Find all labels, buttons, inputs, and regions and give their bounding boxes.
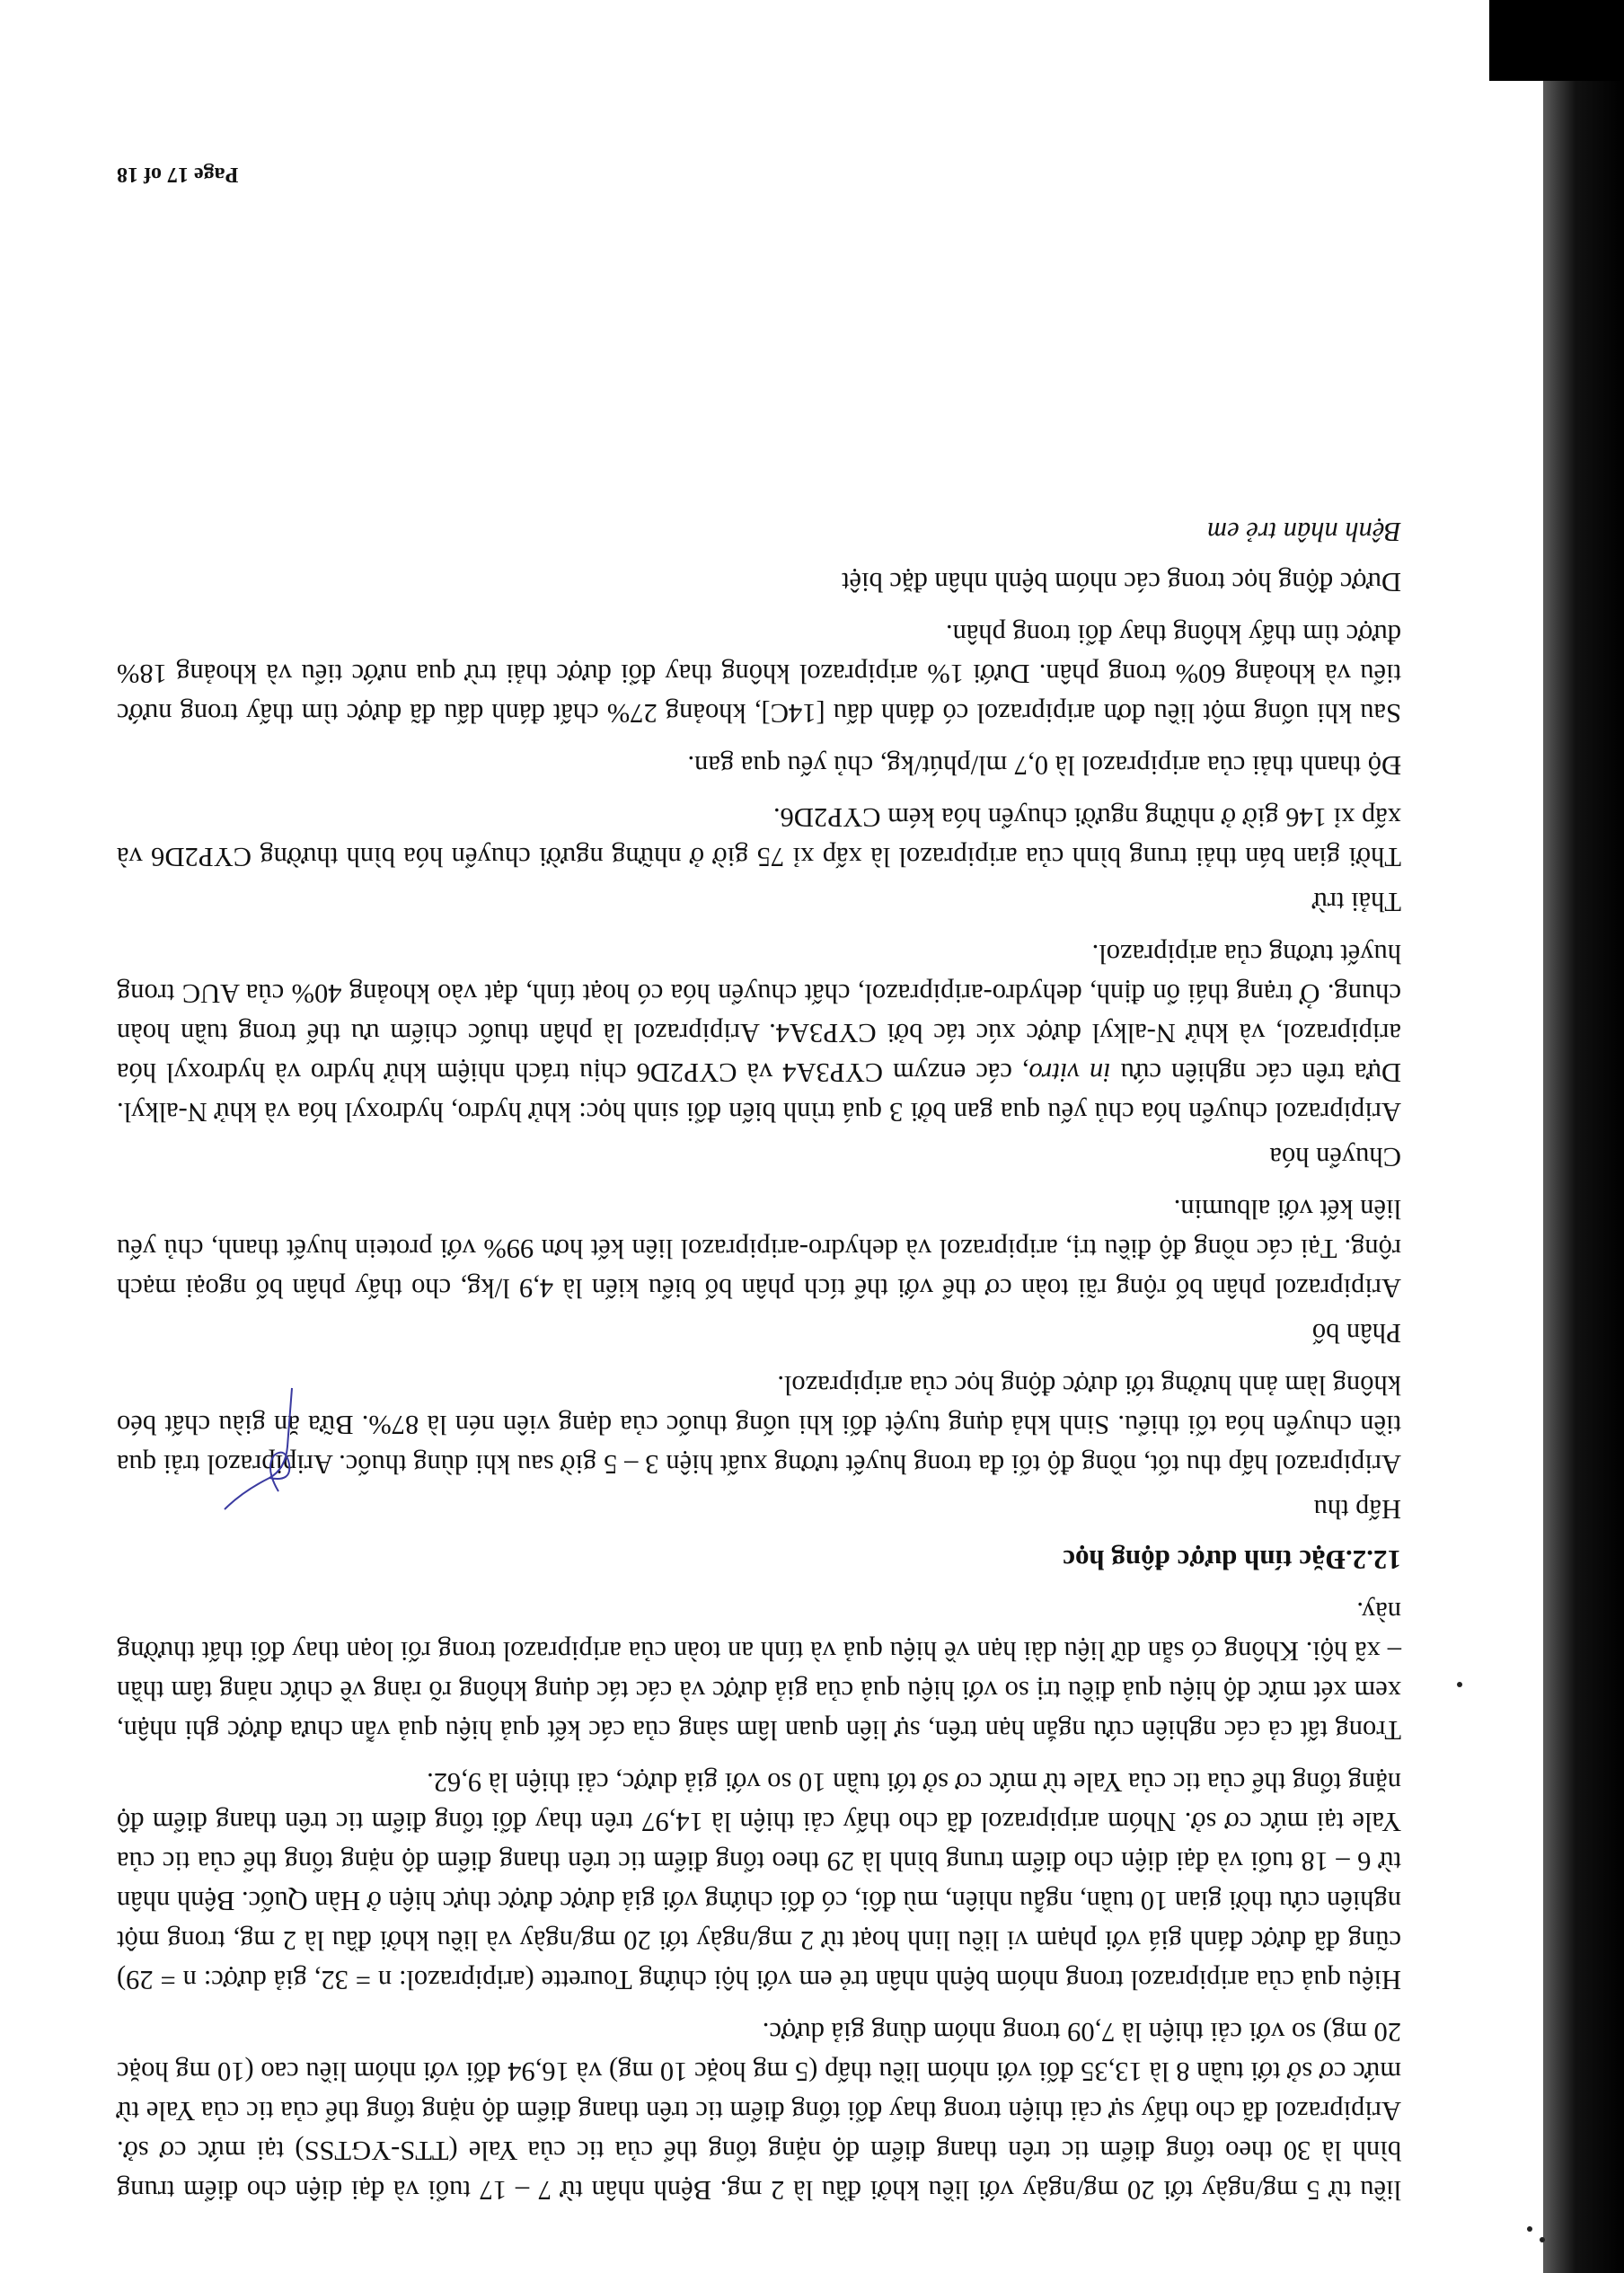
page-label: Page bbox=[194, 163, 239, 186]
paragraph-tic-study-2: Hiệu quả của aripiprazol trong nhóm bệnh nhân trẻ em với hội chứng Tourette (aripiprazol: n = 32, giả dược: n = 29) cũng đã được đánh giá với phạm vi liều linh hoạt từ 2 mg/ngày tới 20 mg/ngày và liều khởi đầu là 2 mg, trong một nghiên cứu thời gian 10 tuần, ngẫu nhiên, mù đôi, có đối chứng với giả dược được thực hiện ở Hàn Quốc. Bệnh nhân từ 6 – 18 tuổi và đại diện cho điểm trung bình là 29 theo tổng điểm tic trên thang điểm độ nặng tổng thể của tic của Yale tại mức cơ sở. Nhóm aripiprazol đã cho thấy cải thiện là 14,97 trên thay đổi tổng điểm tic trên thang điểm độ nặng tổng thể của tic của Yale từ mức cơ sở tới tuần 10 so với giả dược, cải thiện là 9,62. bbox=[117, 1767, 1401, 1995]
subheading-special-groups: Dược động học trong các nhóm bệnh nhân đặc biệt bbox=[842, 567, 1401, 597]
paragraph-elimination-excretion: Sau khi uống một liều đơn aripiprazol có đánh dấu [14C], khoảng 27% chất đánh dấu đã được tìm thấy trong nước tiểu và khoảng 60% trong phân. Dưới 1% aripiprazol không thay đổi được thải trừ qua nước tiểu và khoảng 18% được tìm thấy không thay đổi trong phân. bbox=[117, 619, 1401, 729]
of-label: of bbox=[144, 163, 162, 186]
paragraph-elimination-clearance: Độ thanh thải của aripiprazol là 0,7 ml/phút/kg, chủ yếu qua gan. bbox=[687, 750, 1401, 781]
dust-speck bbox=[1527, 2226, 1532, 2232]
paragraph-tic-study-1: liều từ 5 mg/ngày tới 20 mg/ngày với liều khởi đầu là 2 mg. Bệnh nhân từ 7 – 17 tuổi và đại diện cho điểm trung bình là 30 theo tổng điểm tic trên thang điểm độ nặng tổng thể của tic của Yale (TTS-YGTSS) tại mức cơ sở. Aripiprazol đã cho thấy sự cải thiện trong thay đổi tổng điểm tic trên thang điểm độ nặng tổng thể của tic của Yale từ mức cơ sở tới tuần 8 là 13,35 đối với nhóm liều thấp (5 mg hoặc 10 mg) và 16,94 đối với nhóm liều cao (10 mg hoặc 20 mg) so với cải thiện là 7,09 trong nhóm dùng giả dược. bbox=[117, 2017, 1401, 2206]
signature-mark bbox=[207, 1384, 314, 1518]
paragraph-distribution: Aripiprazol phân bố rộng rãi toàn cơ thể với thể tích phân bố biểu kiến là 4,9 l/kg, cho thấy phân bố ngoại mạch rộng. Tại các nồng độ điều trị, aripiprazol và dehydro-aripiprazol liên kết hơn 99% với protein huyết thanh, chủ yếu liên kết với albumin. bbox=[117, 1194, 1401, 1304]
page-number: 17 bbox=[167, 163, 189, 186]
document-body bbox=[117, 512, 1401, 2210]
subheading-metabolism: Chuyển hóa bbox=[1269, 1142, 1401, 1172]
paragraph-efficacy-summary: Trong tất cả các nghiên cứu ngắn hạn trên, sự liên quan lâm sàng của các kết quả hiệu quả vẫn chưa được ghi nhận, xem xét mức độ hiệu quả điều trị so với hiệu quả của giả dược và các tác dụng không rõ ràng về chức năng tâm thần – xã hội. Không có sẵn dữ liệu dài hạn về hiệu quả và tính an toàn của aripiprazol trong rối loạn thay đổi thất thường này. bbox=[117, 1596, 1401, 1746]
page-footer bbox=[117, 162, 238, 186]
in-vitro-term: in vitro bbox=[1028, 1057, 1111, 1088]
metabolism-text-part2: , các enzym CYP3A4 và CYP2D6 chịu trách nhiệm khử hydro và hydroxyl hóa aripiprazol, và khử N-alkyl được xúc tác bởi CYP3A4. Aripiprazol là phân thuốc chiếm ưu thế trong tuần hoàn chung. Ở trạng thái ổn định, dehydro-aripiprazol, chất chuyển hóa có hoạt tính, đạt vào khoảng 40% của AUC trong huyết tương của aripiprazol. bbox=[117, 939, 1401, 1088]
total-pages: 18 bbox=[117, 163, 138, 186]
scanner-edge bbox=[1543, 0, 1624, 2273]
dust-speck bbox=[1457, 1682, 1462, 1687]
paragraph-metabolism bbox=[117, 934, 1401, 1132]
document-page bbox=[117, 162, 1401, 2210]
subheading-pediatric: Bệnh nhân trẻ em bbox=[1207, 517, 1401, 547]
scanner-edge-notch bbox=[1489, 0, 1624, 81]
section-heading-pharmacokinetics: 12.2.Đặc tính dược động học bbox=[1063, 1544, 1401, 1576]
paragraph-elimination-half-life: Thời gian bán thải trung bình của aripiprazol là xấp xỉ 75 giờ ở những người chuyển hóa bình thường CYP2D6 và xấp xỉ 146 giờ ở những người chuyển hóa kém CYP2D6. bbox=[117, 802, 1401, 872]
paragraph-absorption: Aripiprazol hấp thu tốt, nồng độ tối đa trong huyết tương xuất hiện 3 – 5 giờ sau khi dùng thuốc. Aripiprazol trải qua tiền chuyển hóa tối thiểu. Sinh khả dụng tuyệt đối khi uống thuốc của dạng viên nén là 87%. Bữa ăn giàu chất béo không làm ảnh hưởng tới dược động học của aripiprazol. bbox=[117, 1370, 1401, 1480]
subheading-elimination: Thải trừ bbox=[1312, 887, 1401, 917]
subheading-distribution: Phân bố bbox=[1311, 1318, 1401, 1349]
subheading-absorption: Hấp thu bbox=[1313, 1494, 1401, 1525]
dust-speck bbox=[1540, 2237, 1545, 2242]
metabolism-text-part1: Aripiprazol chuyển hóa chủ yếu qua gan bởi 3 quá trình biến đổi sinh học: khử hydro, hydroxyl hóa và khử N-alkyl. Dựa trên các nghiên cứu bbox=[117, 1057, 1401, 1128]
